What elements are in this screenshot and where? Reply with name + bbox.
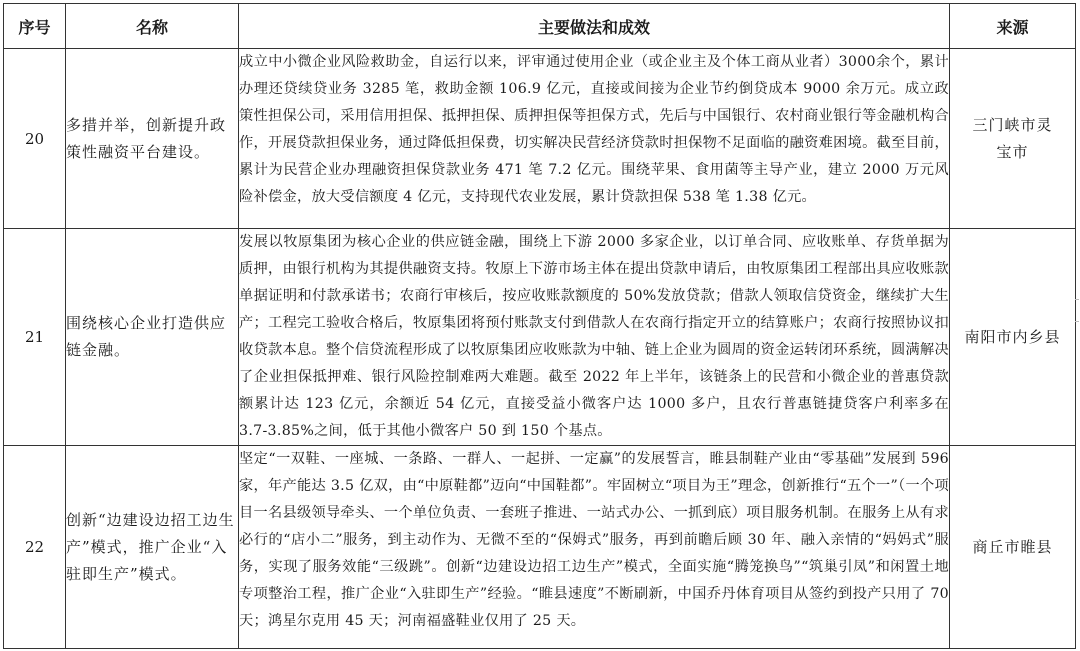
row-content: 成立中小微企业风险救助金，自运行以来，评审通过使用企业（或企业主及个体工商从业者）3000余个，累计办理还贷续贷业务 3285 笔，救助金额 106.9 亿元，直接或间接为企业节约倒贷成本 9000 余万元。成立政策性担保公司，采用信用担保、抵押担保、质押担保等担保方式，先后与中国银行、农村商业银行等金融机构合作，开展贷款担保业务，通过降低担保费，切实解决民营经济贷款时担保物不足面临的融资难困境。截至目前，累计为民营企业办理融资担保贷款业务 471 笔 7.2 亿元。围绕苹果、食用菌等主导产业，建立 2000 万元风险补偿金，放大受信额度 4 亿元，支持现代农业发展，累计贷款担保 538 笔 1.38 亿元。 — [239, 49, 950, 229]
row-num: 20 — [4, 49, 66, 229]
row-source: 南阳市内乡县 — [950, 229, 1076, 446]
row-source: 商丘市睢县 — [950, 446, 1076, 649]
header-content: 主要做法和成效 — [239, 4, 950, 49]
row-num: 22 — [4, 446, 66, 649]
policy-table — [3, 3, 1076, 649]
header-row — [4, 4, 1076, 49]
row-content: 发展以牧原集团为核心企业的供应链金融，围绕上下游 2000 多家企业，以订单合同、应收账单、存货单据为质押，由银行机构为其提供融资支持。牧原上下游市场主体在提出贷款申请后，由牧原集团工程部出具应收账款单据证明和付款承诺书；农商行审核后，按应收账款额度的 50%发放贷款；借款人领取信贷资金，继续扩大生产；工程完工验收合格后，牧原集团将预付账款支付到借款人在农商行指定开立的结算账户；农商行按照协议扣收贷款本息。整个信贷流程形成了以牧原集团应收账款为中轴、链上企业为圆周的资金运转闭环系统，圆满解决了企业担保抵押难、银行风险控制难两大难题。截至 2022 年上半年，该链条上的民营和小微企业的普惠贷款额累计达 123 亿元，余额近 54 亿元，直接受益小微客户达 1000 多户，且农行普惠链捷贷客户利率多在 3.7-3.85%之间，低于其他小微客户 50 到 150 个基点。 — [239, 229, 950, 446]
row-source: 三门峡市灵宝市 — [950, 49, 1076, 229]
table-row — [4, 229, 1076, 446]
row-name: 创新“边建设边招工边生产”模式，推广企业“入驻即生产”模式。 — [66, 446, 239, 649]
header-name: 名称 — [66, 4, 239, 49]
row-num: 21 — [4, 229, 66, 446]
table-row — [4, 446, 1076, 649]
edge-marker — [1075, 299, 1079, 322]
row-name: 多措并举，创新提升政策性融资平台建设。 — [66, 49, 239, 229]
table-row — [4, 49, 1076, 229]
header-num: 序号 — [4, 4, 66, 49]
header-source: 来源 — [950, 4, 1076, 49]
row-name: 围绕核心企业打造供应链金融。 — [66, 229, 239, 446]
row-content: 坚定“一双鞋、一座城、一条路、一群人、一起拼、一定赢”的发展誓言，睢县制鞋产业由“零基础”发展到 596 家，年产能达 3.5 亿双，由“中原鞋都”迈向“中国鞋都”。牢固树立“项目为王”理念，创新推行“五个一”（一个项目一名县级领导牵头、一个单位负责、一套班子推进、一站式办公、一抓到底）项目服务机制。在服务上从有求必行的“店小二”服务，到主动作为、无微不至的“保姆式”服务，再到前瞻后顾 30 年、融入亲情的“妈妈式”服务，实现了服务效能“三级跳”。创新“边建设边招工边生产”模式，全面实施“腾笼换鸟”“筑巢引凤”和闲置土地专项整治工程，推广企业“入驻即生产”经验。“睢县速度”不断刷新，中国乔丹体育项目从签约到投产只用了 70 天；鸿星尔克用 45 天；河南福盛鞋业仅用了 25 天。 — [239, 446, 950, 649]
